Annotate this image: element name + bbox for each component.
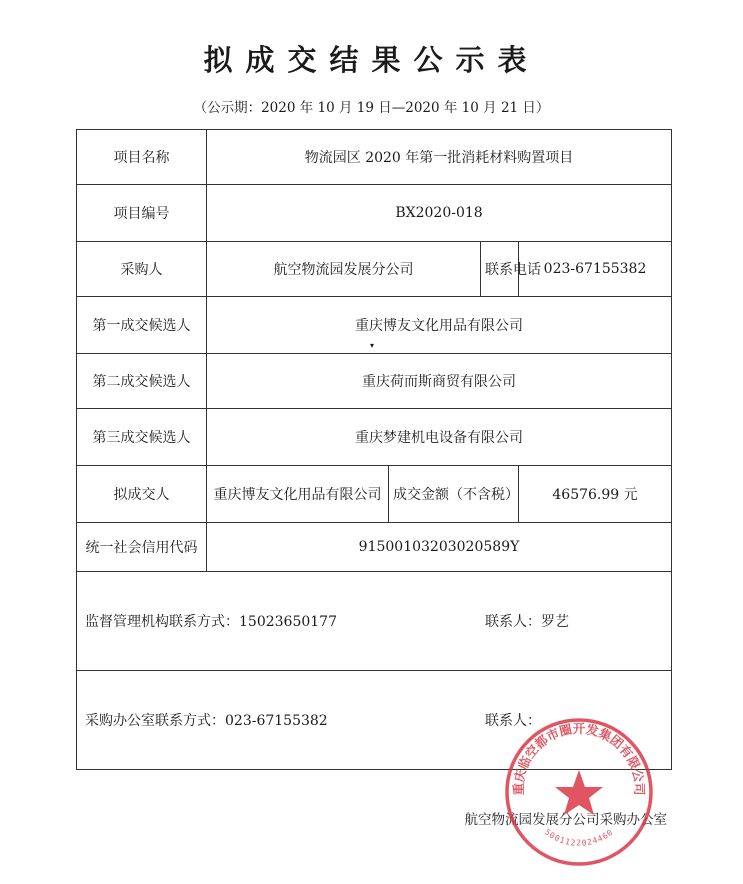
project-number-value: BX2020-018 — [207, 185, 672, 242]
row-candidate-1 — [77, 297, 672, 354]
office-person: 联系人： — [485, 713, 541, 729]
buyer-value: 航空物流园发展分公司 — [207, 242, 481, 297]
credit-code-value: 91500103203020589Y — [207, 523, 672, 572]
winner-value: 重庆博友文化用品有限公司 — [207, 466, 389, 523]
amount-value: 46576.99 元 — [519, 466, 672, 523]
row-buyer — [77, 242, 672, 297]
row-project-name — [77, 130, 672, 185]
row-credit-code — [77, 523, 672, 572]
result-table — [76, 129, 672, 770]
publicity-period: （公示期：2020 年 10 月 19 日—2020 年 10 月 21 日） — [193, 100, 550, 116]
svg-text:5001122024460: 5001122024460 — [542, 827, 616, 848]
phone-value: 023-67155382 — [519, 242, 672, 297]
row-winner — [77, 466, 672, 523]
candidate-3-label: 第三成交候选人 — [77, 409, 207, 466]
supervision-person: 联系人：罗艺 — [485, 614, 569, 630]
project-name-label: 项目名称 — [77, 130, 207, 185]
row-candidate-3 — [77, 409, 672, 466]
candidate-1-label: 第一成交候选人 — [77, 297, 207, 354]
candidate-2-label: 第二成交候选人 — [77, 354, 207, 409]
row-project-number — [77, 185, 672, 242]
candidate-1-value: 重庆博友文化用品有限公司 — [207, 297, 672, 354]
svg-text:重庆临空都市圈开发集团有限公司: 重庆临空都市圈开发集团有限公司 — [510, 721, 648, 796]
page-title: 拟成交结果公示表 — [203, 43, 540, 77]
phone-label: 联系电话 — [481, 242, 519, 297]
amount-label: 成交金额（不含税） — [389, 466, 519, 523]
project-number-label: 项目编号 — [77, 185, 207, 242]
supervision-contact: 监督管理机构联系方式：15023650177 — [85, 614, 337, 630]
candidate-2-value: 重庆荷而斯商贸有限公司 — [207, 354, 672, 409]
winner-label: 拟成交人 — [77, 466, 207, 523]
office-contact: 采购办公室联系方式：023-67155382 — [85, 713, 328, 729]
row-candidate-2 — [77, 354, 672, 409]
row-supervision-contact — [77, 572, 672, 671]
issuer: 航空物流园发展分公司采购办公室 — [464, 812, 667, 828]
pen-mark: ▾ — [370, 341, 375, 350]
project-name-value: 物流园区 2020 年第一批消耗材料购置项目 — [207, 130, 672, 185]
credit-code-label: 统一社会信用代码 — [77, 523, 207, 572]
candidate-3-value: 重庆梦建机电设备有限公司 — [207, 409, 672, 466]
official-seal-icon — [503, 716, 655, 868]
buyer-label: 采购人 — [77, 242, 207, 297]
